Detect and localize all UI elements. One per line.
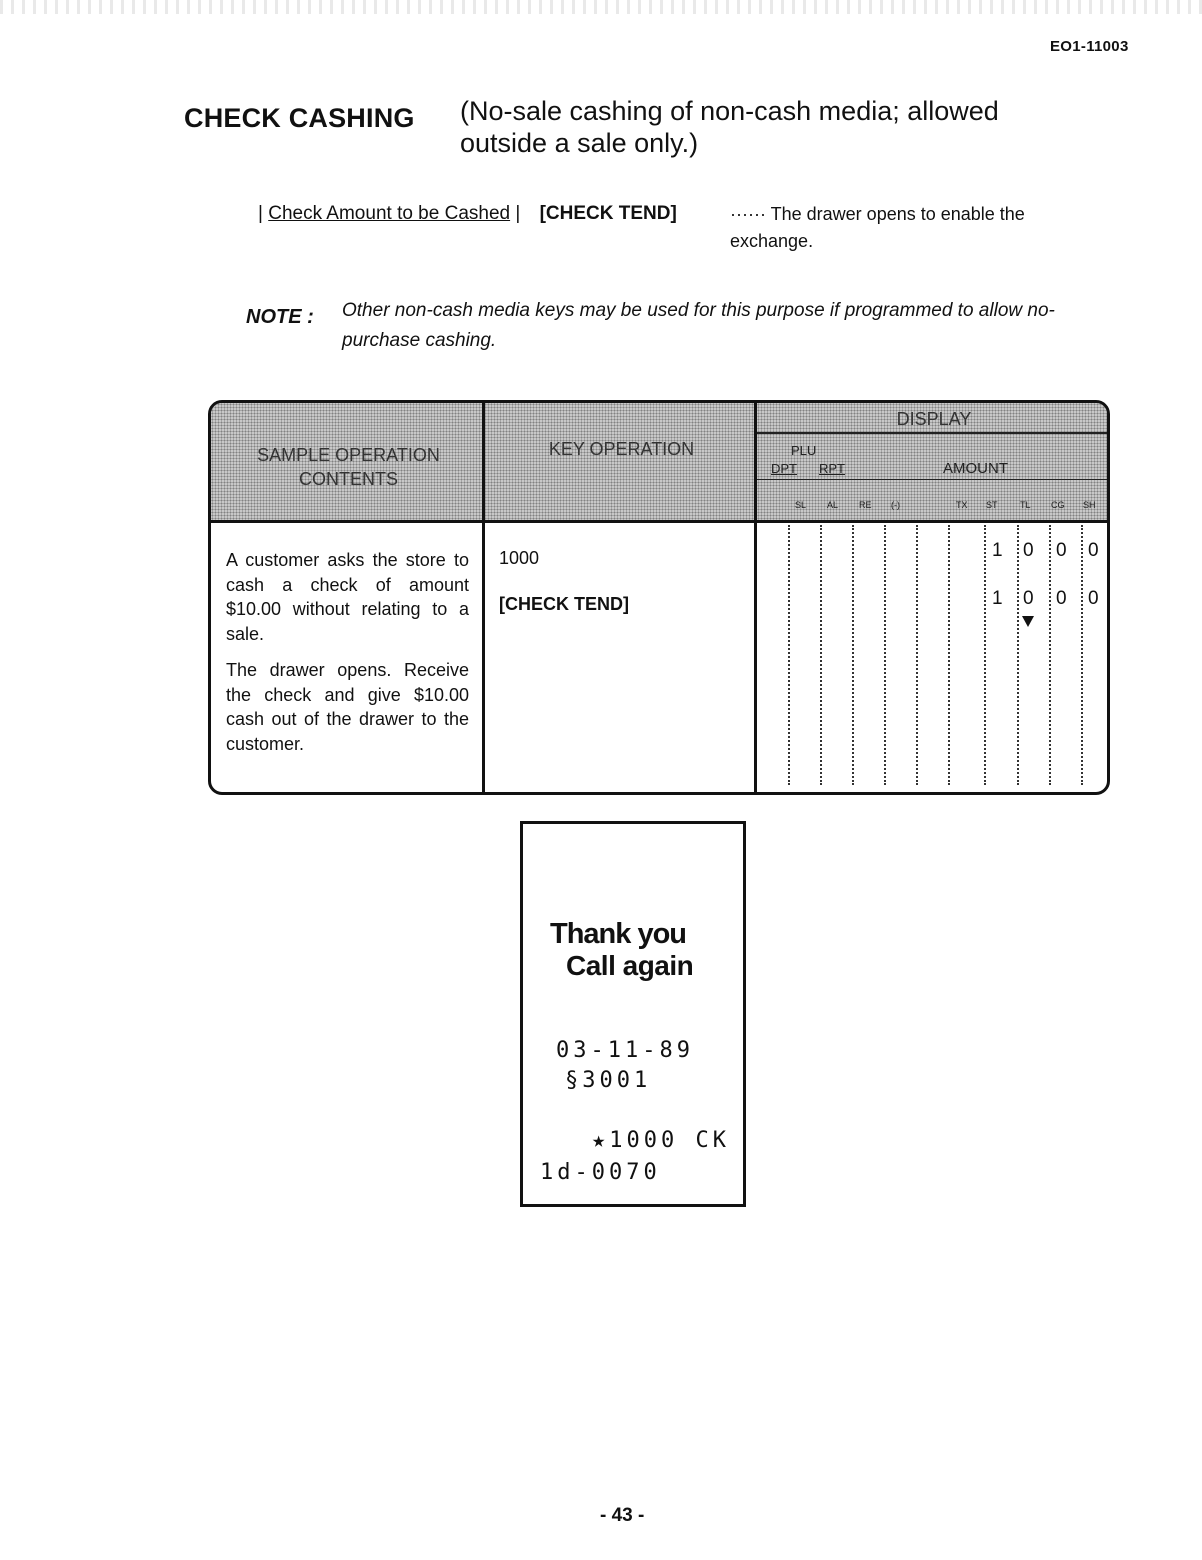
key-sequence [258, 203, 677, 225]
header-sample-operation: SAMPLE OPERATION CONTENTS [257, 445, 440, 489]
display-digit: 0 [1056, 588, 1067, 609]
contents-paragraph-2: The drawer opens. Receive the check and give $10.00 cash out of the drawer to the customer. [226, 660, 469, 754]
display-digit: 0 [1088, 588, 1099, 609]
display-column-guide [1081, 525, 1083, 785]
display-rule [757, 432, 1110, 434]
display-digit: 0 [1088, 540, 1099, 561]
tag-re: RE [859, 500, 872, 510]
display-digit: 1 [992, 540, 1003, 561]
tl-indicator-arrow-icon [1022, 616, 1034, 627]
receipt-amount: ★1000 CK [592, 1128, 730, 1153]
document-number: EO1-11003 [1050, 38, 1129, 55]
contents-paragraph-1: A customer asks the store to cash a check of amount $10.00 without relating to a sale. [226, 550, 469, 644]
section-subtitle: (No-sale cashing of non-cash media; allowed outside a sale only.) [460, 96, 999, 158]
tag-tl: TL [1020, 500, 1031, 510]
note-text: Other non-cash media keys may be used for this purpose if programmed to allow no-purchase cashing. [342, 300, 1055, 351]
header-plu: PLU [791, 443, 817, 458]
receipt-store-number: §3001 [565, 1068, 652, 1093]
page-number: - 43 - [600, 1505, 645, 1526]
tag-st: ST [986, 500, 998, 510]
note-label: NOTE : [246, 306, 314, 328]
key-op-check-tend: [CHECK TEND] [499, 594, 629, 614]
display-column-guide [948, 525, 950, 785]
display-column-guide [852, 525, 854, 785]
header-rpt: RPT [819, 461, 845, 476]
display-column-guide [820, 525, 822, 785]
tag-sh: SH [1083, 500, 1096, 510]
display-column-guide [884, 525, 886, 785]
tag-tx: TX [956, 500, 968, 510]
display-digit: 0 [1023, 588, 1034, 609]
bracket-right: | [515, 203, 521, 224]
tag-cg: CG [1051, 500, 1065, 510]
column-divider [482, 403, 485, 792]
display-digit: 1 [992, 588, 1003, 609]
bracket-left: | [258, 203, 263, 224]
display-column-guide [1017, 525, 1019, 785]
scan-artifact [0, 0, 1202, 14]
tag-minus: (-) [891, 500, 900, 510]
display-rule [757, 479, 1107, 480]
display-digit: 0 [1056, 540, 1067, 561]
tag-sl: SL [795, 500, 807, 510]
header-dpt: DPT [771, 461, 797, 476]
header-key-operation: KEY OPERATION [548, 439, 695, 459]
key-sequence-description: ······ The drawer opens to enable the exchange. [730, 204, 1025, 251]
receipt-call-again: Call again [566, 950, 694, 981]
key-op-amount: 1000 [499, 548, 540, 568]
section-title: CHECK CASHING [184, 103, 415, 133]
check-amount-label: Check Amount to be Cashed [268, 203, 511, 224]
operation-table [208, 400, 1110, 795]
receipt-consecutive-number: 1d-0070 [540, 1160, 661, 1185]
display-digit: 0 [1023, 540, 1034, 561]
receipt-date: 03-11-89 [556, 1038, 694, 1063]
receipt-thank-you: Thank you [550, 918, 687, 950]
display-column-guide [788, 525, 790, 785]
display-column-guide [1049, 525, 1051, 785]
status-tag-row [757, 500, 1110, 514]
display-column-guide [916, 525, 918, 785]
check-tend-key: [CHECK TEND] [539, 203, 677, 224]
display-column-guide [984, 525, 986, 785]
header-amount: AMOUNT [943, 460, 1008, 477]
column-divider [754, 403, 757, 792]
header-display: DISPLAY [896, 409, 972, 429]
tag-al: AL [827, 500, 839, 510]
